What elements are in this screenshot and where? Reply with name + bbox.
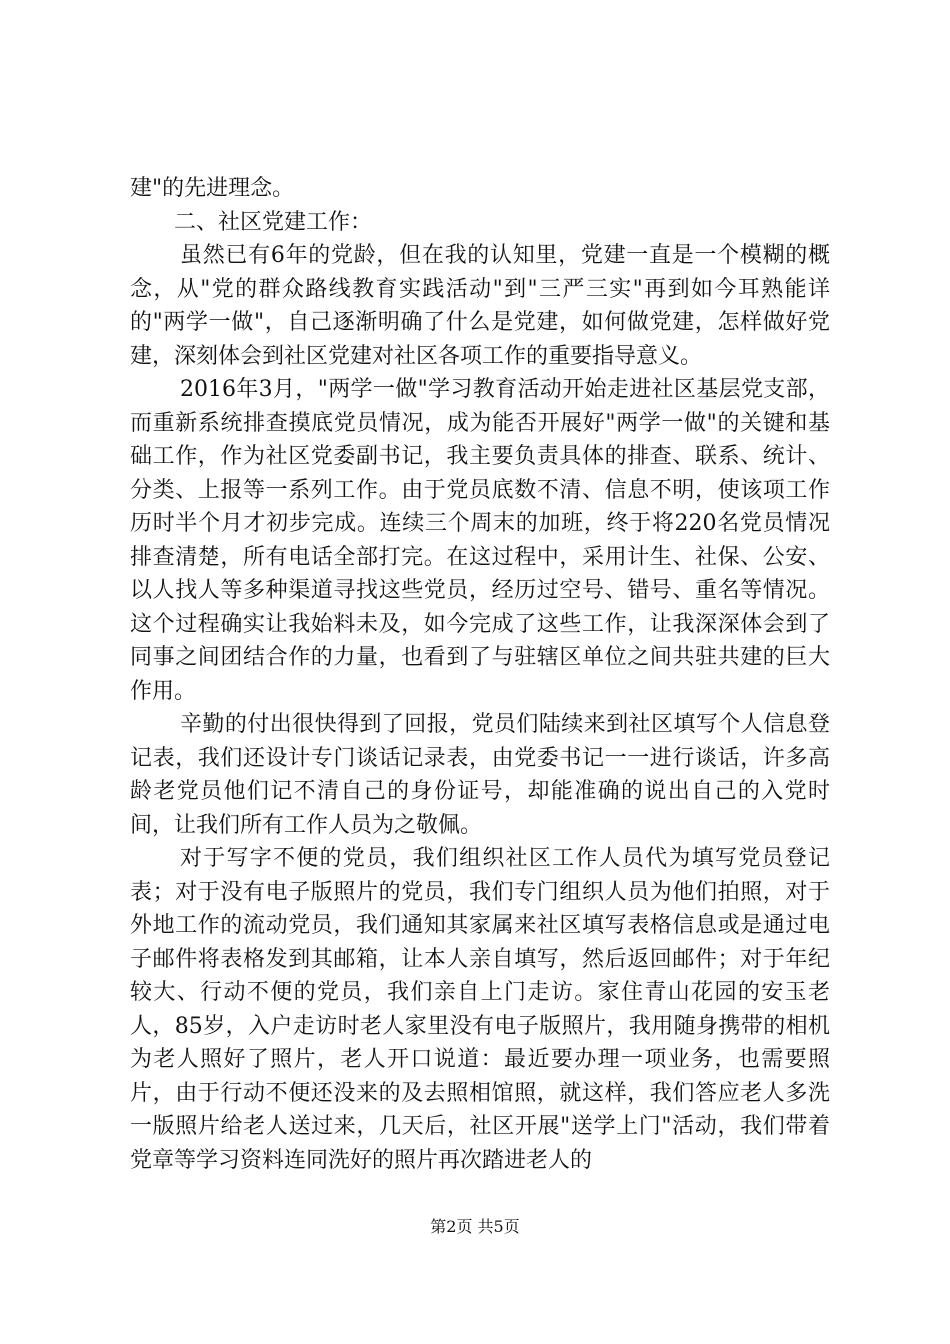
page-footer: 第2页 共5页 <box>430 1217 520 1236</box>
paragraph-investigation: 2016年3月，"两学一做"学习教育活动开始走进社区基层党支部，而重新系统排查摸底党员情况，成为能否开展好"两学一做"的关键和基础工作，作为社区党委副书记，我主要负责具体的排查、联系、统计、分类、上报等一系列工作。由于党员底数不清、信息不明，使该项工作历时半个月才初步完成。连续三个周末的加班，终于将220名党员情况排查清楚，所有电话全部打完。在这过程中，采用计生、社保、公安、以人找人等多种渠道寻找这些党员，经历过空号、错号、重名等情况。这个过程确实让我始料未及，如今完成了这些工作，让我深深体会到了同事之间团结合作的力量，也看到了与驻辖区单位之间共驻共建的巨大作用。 <box>130 377 830 704</box>
paragraph-reward: 辛勤的付出很快得到了回报，党员们陆续来到社区填写个人信息登记表，我们还设计专门谈话记录表，由党委书记一一进行谈话，许多高龄老党员他们记不清自己的身份证号，却能准确的说出自己的入党时间，让我们所有工作人员为之敬佩。 <box>130 712 830 838</box>
paragraph-home-visits: 对于写字不便的党员，我们组织社区工作人员代为填写党员登记表；对于没有电子版照片的党员，我们专门组织人员为他们拍照，对于外地工作的流动党员，我们通知其家属来社区填写表格信息或是通过电子邮件将表格发到其邮箱，让本人亲自填写，然后返回邮件；对于年纪较大、行动不便的党员，我们亲自上门走访。家住青山花园的安玉老人，85岁，入户走访时老人家里没有电子版照片，我用随身携带的相机为老人照好了照片，老人开口说道：最近要办理一项业务，也需要照片，由于行动不便还没来的及去照相馆照，就这样，我们答应老人多洗一版照片给老人送过来，几天后，社区开展"送学上门"活动，我们带着党章等学习资料连同洗好的照片再次踏进老人的 <box>130 846 830 1173</box>
paragraph-party-age: 虽然已有6年的党龄，但在我的认知里，党建一直是一个模糊的概念，从"党的群众路线教育实践活动"到"三严三实"再到如今耳熟能详的"两学一做"，自己逐渐明确了什么是党建，如何做党建，怎样做好党建，深刻体会到社区党建对社区各项工作的重要指导意义。 <box>130 243 830 369</box>
document-body <box>130 172 830 1177</box>
section-heading: 二、社区党建工作： <box>174 209 373 235</box>
paragraph-continuation: 建"的先进理念。 <box>130 176 295 201</box>
